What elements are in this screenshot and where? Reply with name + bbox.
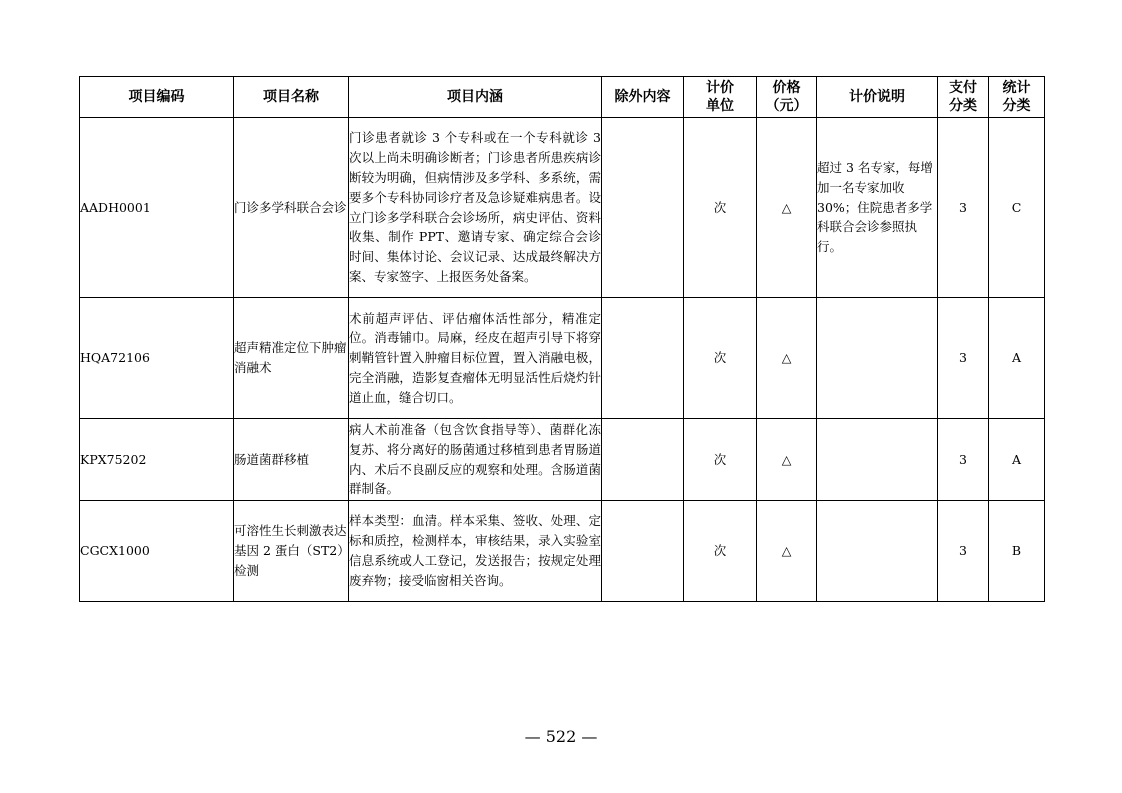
header-unit: 计价 单位 — [684, 77, 757, 118]
table-row — [80, 419, 1045, 501]
item-price: △ — [757, 419, 817, 501]
item-exclusions — [602, 118, 684, 298]
header-payment: 支付 分类 — [938, 77, 989, 118]
header-notes: 计价说明 — [817, 77, 938, 118]
header-content: 项目内涵 — [349, 77, 602, 118]
item-payment-category: 3 — [938, 298, 989, 419]
table-row — [80, 118, 1045, 298]
item-name: 门诊多学科联合会诊 — [234, 118, 349, 298]
item-code: CGCX1000 — [80, 501, 234, 602]
item-stats-category: A — [989, 298, 1045, 419]
item-price: △ — [757, 118, 817, 298]
header-row — [80, 77, 1045, 118]
item-content: 样本类型：血清。样本采集、签收、处理、定标和质控，检测样本，审核结果，录入实验室信息系统或人工登记，发送报告；按规定处理废弃物；接受临窗相关咨询。 — [349, 501, 602, 602]
item-unit: 次 — [684, 419, 757, 501]
header-name: 项目名称 — [234, 77, 349, 118]
item-code: HQA72106 — [80, 298, 234, 419]
item-notes — [817, 419, 938, 501]
item-name: 超声精准定位下肿瘤消融术 — [234, 298, 349, 419]
item-exclusions — [602, 419, 684, 501]
table-row — [80, 501, 1045, 602]
item-payment-category: 3 — [938, 501, 989, 602]
item-unit: 次 — [684, 501, 757, 602]
item-exclusions — [602, 298, 684, 419]
header-exclusions: 除外内容 — [602, 77, 684, 118]
item-content: 门诊患者就诊 3 个专科或在一个专科就诊 3 次以上尚未明确诊断者；门诊患者所患疾病诊断较为明确，但病情涉及多学科、多系统，需要多个专科协同诊疗者及急诊疑难病患者。设立门诊多学科联合会诊场所，病史评估、资料收集、制作 PPT、邀请专家、确定综合会诊时间、集体讨论、会议记录、达成最终解决方案、专家签字、上报医务处备案。 — [349, 118, 602, 298]
item-payment-category: 3 — [938, 419, 989, 501]
table-row — [80, 298, 1045, 419]
item-stats-category: B — [989, 501, 1045, 602]
item-unit: 次 — [684, 298, 757, 419]
item-code: AADH0001 — [80, 118, 234, 298]
item-stats-category: A — [989, 419, 1045, 501]
page-number: — 522 — — [524, 727, 598, 746]
pricing-table — [79, 76, 1045, 602]
header-price: 价格 （元） — [757, 77, 817, 118]
item-stats-category: C — [989, 118, 1045, 298]
item-price: △ — [757, 501, 817, 602]
header-code: 项目编码 — [80, 77, 234, 118]
item-notes: 超过 3 名专家，每增加一名专家加收 30%；住院患者多学科联合会诊参照执行。 — [817, 118, 938, 298]
item-content: 病人术前准备（包含饮食指导等）、菌群化冻复苏、将分离好的肠菌通过移植到患者胃肠道内、术后不良副反应的观察和处理。含肠道菌群制备。 — [349, 419, 602, 501]
item-exclusions — [602, 501, 684, 602]
item-notes — [817, 298, 938, 419]
item-name: 可溶性生长刺激表达基因 2 蛋白（ST2）检测 — [234, 501, 349, 602]
header-stats: 统计 分类 — [989, 77, 1045, 118]
item-name: 肠道菌群移植 — [234, 419, 349, 501]
item-unit: 次 — [684, 118, 757, 298]
item-notes — [817, 501, 938, 602]
item-content: 术前超声评估、评估瘤体活性部分，精准定位。消毒铺巾。局麻，经皮在超声引导下将穿刺鞘管针置入肿瘤目标位置，置入消融电极，完全消融，造影复查瘤体无明显活性后烧灼针道止血，缝合切口。 — [349, 298, 602, 419]
item-code: KPX75202 — [80, 419, 234, 501]
item-payment-category: 3 — [938, 118, 989, 298]
item-price: △ — [757, 298, 817, 419]
